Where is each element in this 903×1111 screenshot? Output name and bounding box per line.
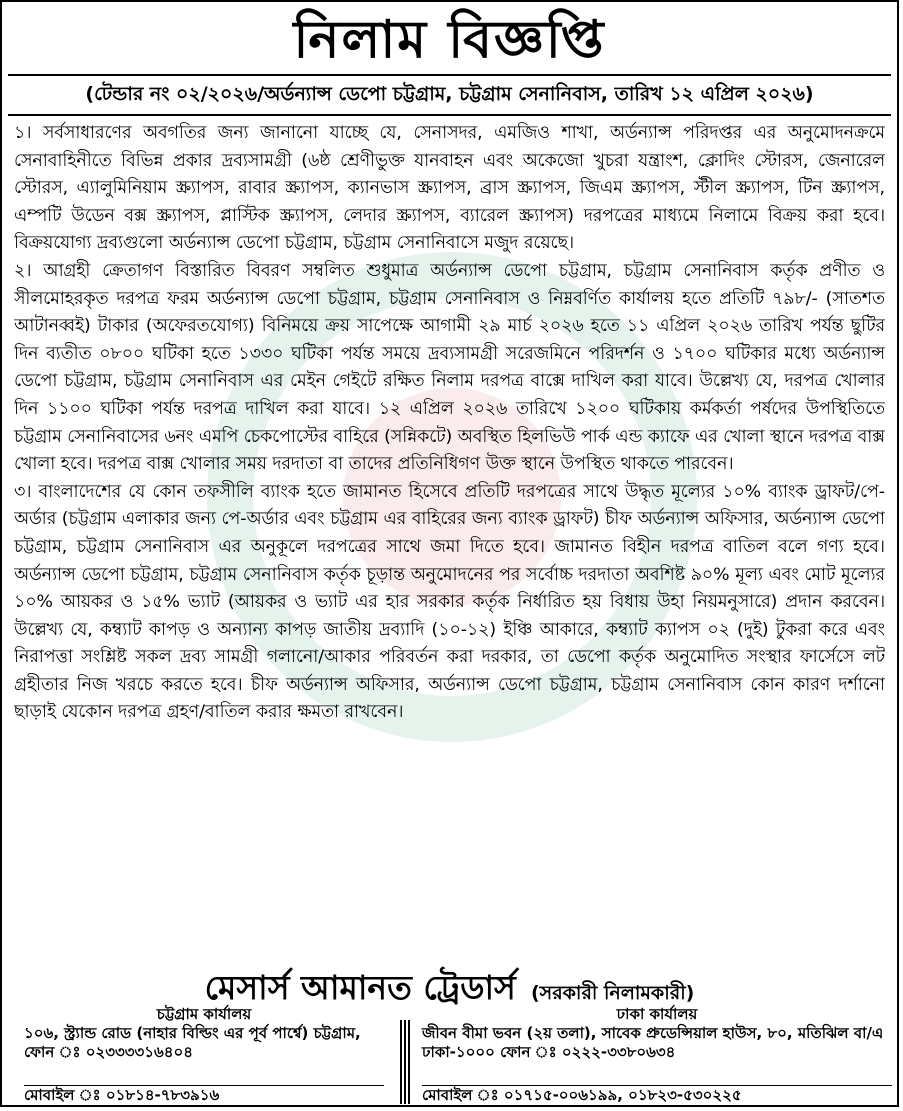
tender-subtitle: (টেন্ডার নং ০২/২০২৬/অর্ডন্যান্স ডেপো চট্টগ্রাম, চট্টগ্রাম সেনানিবাস, তারিখ ১২ এপ্রিল ২০২৬) [85,83,814,105]
company-role: (সরকারী নিলামকারী) [530,982,695,1004]
dhaka-mobile: মোবাইল ঃ ০১৭১৫-০০৬১৯৯, ০১৮২৩-৫৩০২২৫ [422,1085,892,1107]
subtitle-divider [8,114,891,116]
paragraph-3: ৩। বাংলাদেশের যে কোন তফসীলি ব্যাংক হতে জামানত হিসেবে প্রতিটি দরপত্রের সাথে উদ্ধৃত মূল্যের ১০% ব্যাংক ড্রাফট/পে-অর্ডার (চট্টগ্রাম এলাকার জন্য পে-অর্ডার এবং চট্টগ্রাম এর বাহিরের জন্য ব্যাংক ড্রাফট) চীফ অর্ডন্যান্স অফিসার, অর্ডন্যান্স ডেপো চট্টগ্রাম, চট্টগ্রাম সেনানিবাস এর অনুকূলে দরপত্রের সাথে জমা দিতে হবে। জামানত বিহীন দরপত্র বাতিল বলে গণ্য হবে। অর্ডন্যান্স ডেপো চট্টগ্রাম, চট্টগ্রাম সেনানিবাস কর্তৃক চূড়ান্ত অনুমোদনের পর সর্বোচ্চ দরদাতা অবশিষ্ট ৯০% মূল্য এবং মোট মূল্যের ১০% আয়কর ও ১৫% ভ্যাট (আয়কর ও ভ্যাট এর হার সরকার কর্তৃক নির্ধারিত হয় বিধায় উহা নিয়মনুসারে) প্রদান করবেন। উল্লেখ্য যে, কম্ব্যাট কাপড় ও অন্যান্য কাপড় জাতীয় দ্রব্যাদি (১০-১২) ইঞ্চি আকারে, কম্ব্যাট ক্যাপস ০২ (দুই) টুকরা করে এবং নিরাপত্তা সংশ্লিষ্ট সকল দ্রব্য সামগ্রী গলানো/আকার পরিবর্তন করা দরকার, তা ডেপো কর্তৃক অনুমোদিত সংস্থার ফার্সেসে লট গ্রহীতার নিজ খরচে করতে হবে। চীফ অর্ডন্যান্স অফিসার, অর্ডন্যান্স ডেপো চট্টগ্রাম, চট্টগ্রাম সেনানিবাস কোন কারণ দর্শানো ছাড়াই যেকোন দরপত্র গ্রহণ/বাতিল করার ক্ষমতা রাখবেন। [14,481,885,723]
office-divider [400,1020,410,1104]
paragraph-1: ১। সর্বসাধারণের অবগতির জন্য জানানো যাচ্ছে যে, সেনাসদর, এমজিও শাখা, অর্ডন্যান্স পরিদপ্তর এর অনুমোদনক্রমে সেনাবাহিনীতে বিভিন্ন প্রকার দ্রব্যসামগ্রী (৬ষ্ঠ শ্রেণীভুক্ত যানবাহন এবং অকেজো খুচরা যন্ত্রাংশ, ক্লোদিং স্টোরস, জেনারেল স্টোরস, এ্যালুমিনিয়াম স্ক্র্যাপস, রাবার স্ক্র্যাপস, ক্যানভাস স্ক্র্যাপস, ব্রাস স্ক্র্যাপস, জিএম স্ক্র্যাপস, স্টীল স্ক্র্যাপস, টিন স্ক্র্যাপস, এম্পটি উডেন বক্স স্ক্র্যাপস, প্লাস্টিক স্ক্র্যাপস, লেদার স্ক্র্যাপস, ব্যারেল স্ক্র্যাপস) দরপত্রের মাধ্যমে নিলামে বিক্রয় করা হবে। বিক্রয়যোগ্য দ্রব্যগুলো অর্ডন্যান্স ডেপো চট্টগ্রাম, চট্টগ্রাম সেনানিবাসে মজুদ রয়েছে। [14,123,885,254]
notice-body [14,120,885,956]
notice-title: নিলাম বিজ্ঞপ্তি [293,10,606,70]
dhaka-office [422,1005,892,1062]
chattogram-office-heading: চট্টগ্রাম কার্যালয় [156,1005,252,1023]
company-name: মেসার্স আমানত ট্রেডার্স [204,968,516,1007]
chattogram-office-address: ১০৬, স্ট্র্যান্ড রোড (নাহার বিল্ডিং এর পূর্ব পার্শ্বে) চট্টগ্রাম, ফোন ঃ ০২৩৩৩৩১৬৪০৪ [24,1024,361,1061]
paragraph-2: ২। আগ্রহী ক্রেতাগণ বিস্তারিত বিবরণ সম্বলিত শুধুমাত্র অর্ডন্যান্স ডেপো চট্টগ্রাম, চট্টগ্রাম সেনানিবাস কর্তৃক প্রণীত ও সীলমোহরকৃত দরপত্র ফরম অর্ডন্যান্স ডেপো চট্টগ্রাম, চট্টগ্রাম সেনানিবাস ও নিম্নবর্ণিত কার্যালয় হতে প্রতিটি ৭৯৮/- (সাতশত আটানব্বই) টাকার (অফেরতযোগ্য) বিনিময়ে ক্রয় সাপেক্ষে আগামী ২৯ মার্চ ২০২৬ হতে ১১ এপ্রিল ২০২৬ তারিখ পর্যন্ত ছুটির দিন ব্যতীত ০৮০০ ঘটিকা হতে ১৩৩০ ঘটিকা পর্যন্ত সময়ে দ্রব্যসামগ্রী সরেজমিনে পরিদর্শন ও ১৭০০ ঘটিকার মধ্যে অর্ডন্যান্স ডেপো চট্টগ্রাম, চট্টগ্রাম সেনানিবাস এর মেইন গেইটে রক্ষিত নিলাম দরপত্র বাক্সে দাখিল করা যাবে। উল্লেখ্য যে, দরপত্র খোলার দিন ১১০০ ঘটিকা পর্যন্ত দরপত্র দাখিল করা যাবে। ১২ এপ্রিল ২০২৬ তারিখে ১২০০ ঘটিকায় কর্মকর্তা পর্ষদের উপস্থিতিতে চট্টগ্রাম সেনানিবাসের ৬নং এমপি চেকপোস্টের বাহিরে (সন্নিকটে) অবস্থিত হিলভিউ পার্ক এন্ড ক্যাফে এর খোলা স্থানে দরপত্র বাক্স খোলা হবে। দরপত্র বাক্স খোলার সময় দরদাতা বা তাদের প্রতিনিধিগণ উক্ত স্থানে উপস্থিত থাকতে পারবেন। [14,260,885,475]
chattogram-office [24,1005,384,1062]
dhaka-office-address: জীবন বীমা ভবন (২য় তলা), সাবেক প্রুডেন্সিয়াল হাউস, ৮০, মতিঝিল বা/এ ঢাকা-১০০০ ফোন ঃ ০২২২-৩৩৮০৬৩৪ [422,1024,884,1061]
chattogram-mobile: মোবাইল ঃ ০১৮১৪-৭৮৩৯১৬ [24,1085,384,1107]
dhaka-office-heading: ঢাকা কার্যালয় [616,1005,698,1023]
title-divider [8,74,891,76]
